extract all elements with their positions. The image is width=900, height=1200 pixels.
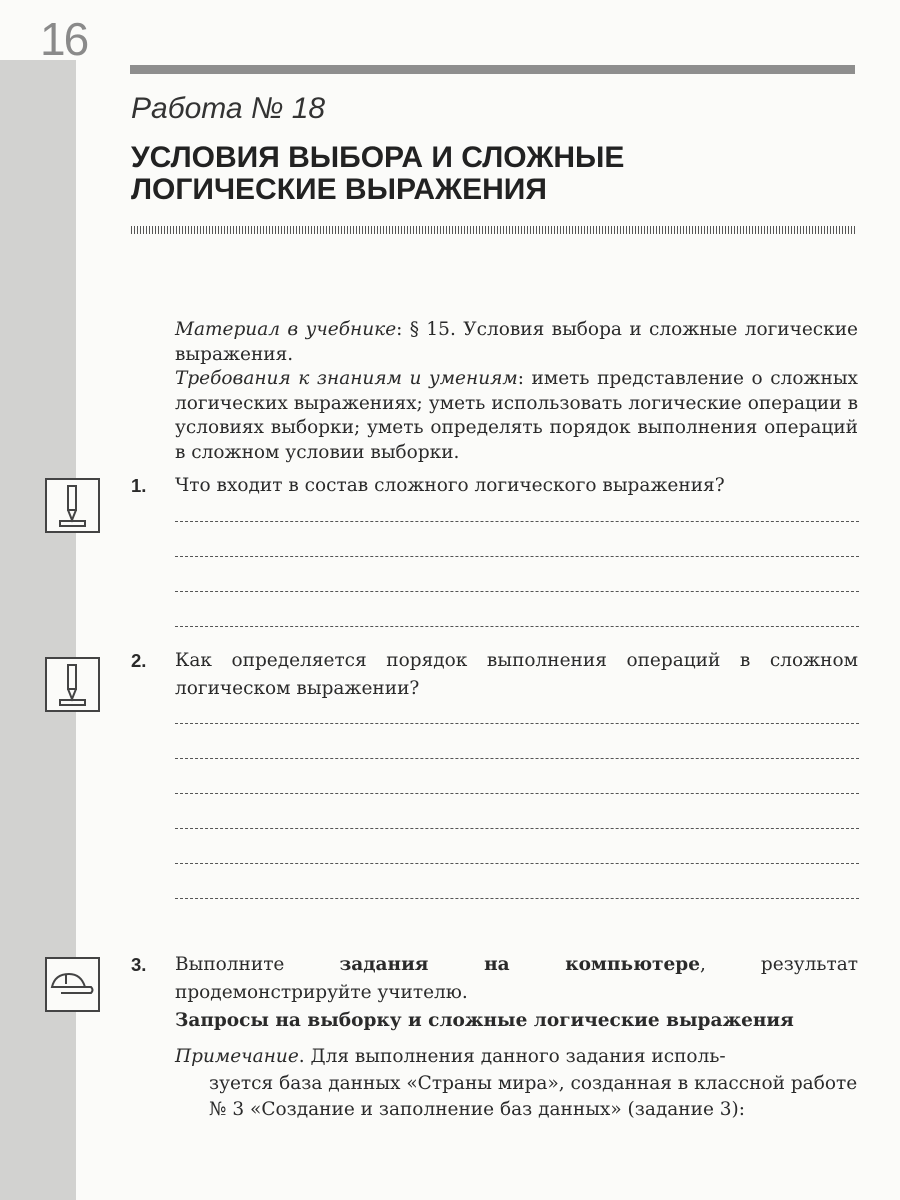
material-text: : § 15. Условия выбора и сложные логические выражения.: [175, 319, 858, 365]
answer-line[interactable]: [175, 758, 859, 759]
text-part: , результат продемонстрируйте учителю.: [175, 954, 858, 1003]
page-number: 16: [40, 13, 88, 65]
answer-line[interactable]: [175, 556, 859, 557]
question-2: [131, 647, 858, 699]
answer-line[interactable]: [175, 863, 859, 864]
note: [175, 1044, 858, 1124]
note-label: Примечание: [175, 1046, 299, 1067]
question-1: [131, 472, 858, 501]
answer-line[interactable]: [175, 723, 859, 724]
work-number: Работа № 18: [131, 92, 326, 125]
answer-line[interactable]: [175, 828, 859, 829]
intro-requirements: [131, 367, 858, 465]
intro-material: [131, 318, 858, 367]
question-number: 1.: [131, 475, 147, 496]
note-first-line: . Для выполнения данного задания исполь-: [298, 1046, 726, 1067]
question-number: 3.: [131, 954, 147, 975]
section-subheading: Запросы на выборку и сложные логические выражения: [175, 1010, 794, 1031]
header-rule: [130, 65, 855, 74]
answer-line[interactable]: [175, 793, 859, 794]
question-number: 2.: [131, 650, 147, 671]
pencil-icon: [45, 657, 100, 712]
title-line: ЛОГИЧЕСКИЕ ВЫРАЖЕНИЯ: [131, 173, 547, 206]
answer-line[interactable]: [175, 626, 859, 627]
text-bold: задания на компьютере: [339, 954, 700, 975]
answer-line[interactable]: [175, 521, 859, 522]
requirements-text: : иметь представление о сложных логических выражениях; уметь использовать логические операции в условиях выборки; уметь определять порядок выполнения операций в сложном условии выборки.: [175, 368, 858, 463]
mouse-icon: [45, 957, 100, 1012]
requirements-label: Требования к знаниям и умениям: [175, 368, 518, 389]
text-part: Выполните: [175, 954, 340, 975]
answer-line[interactable]: [175, 591, 859, 592]
question-text: Что входит в состав сложного логического выражения?: [175, 475, 725, 496]
question-3: [131, 951, 858, 1003]
margin-strip: [0, 60, 76, 1200]
pencil-icon: [45, 478, 100, 533]
page-title: [131, 142, 624, 206]
answer-line[interactable]: [175, 898, 859, 899]
title-line: УСЛОВИЯ ВЫБОРА И СЛОЖНЫЕ: [131, 141, 625, 174]
question-text: [175, 951, 858, 1007]
material-label: Материал в учебнике: [175, 319, 397, 340]
note-text: зуется база данных «Страны мира», созданная в классной работе № 3 «Создание и заполнение баз данных» (задание 3):: [209, 1072, 858, 1120]
question-text: Как определяется порядок выполнения операций в сложном логическом выражении?: [175, 650, 858, 699]
title-divider: [131, 226, 855, 234]
